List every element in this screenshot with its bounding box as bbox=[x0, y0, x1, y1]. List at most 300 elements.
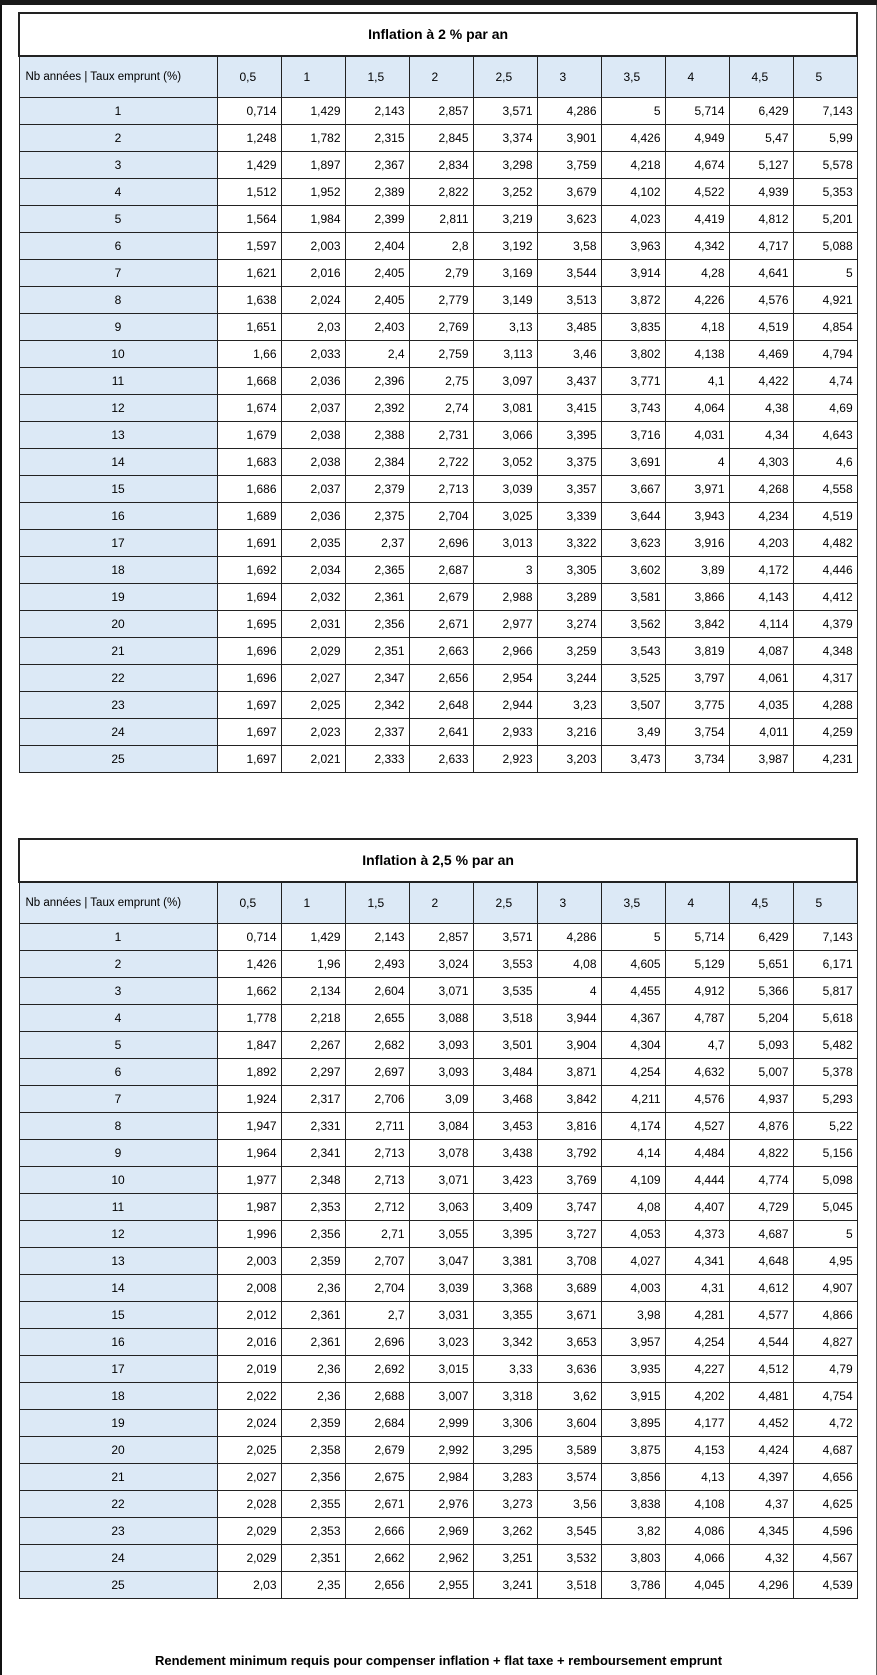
value-cell[interactable]: 2,687 bbox=[409, 557, 473, 584]
value-cell[interactable]: 3,283 bbox=[473, 1464, 537, 1491]
value-cell[interactable]: 4,95 bbox=[793, 1248, 857, 1275]
value-cell[interactable]: 2,031 bbox=[281, 611, 345, 638]
value-cell[interactable]: 5,129 bbox=[665, 951, 729, 978]
value-cell[interactable]: 3,409 bbox=[473, 1194, 537, 1221]
value-cell[interactable]: 4,227 bbox=[665, 1356, 729, 1383]
value-cell[interactable]: 4,027 bbox=[601, 1248, 665, 1275]
value-cell[interactable]: 3,473 bbox=[601, 746, 665, 773]
value-cell[interactable]: 3,298 bbox=[473, 152, 537, 179]
value-cell[interactable]: 2,722 bbox=[409, 449, 473, 476]
value-cell[interactable]: 2,857 bbox=[409, 924, 473, 951]
value-cell[interactable]: 2,359 bbox=[281, 1410, 345, 1437]
value-cell[interactable]: 3,252 bbox=[473, 179, 537, 206]
year-cell[interactable]: 20 bbox=[19, 611, 217, 638]
value-cell[interactable]: 3,727 bbox=[537, 1221, 601, 1248]
value-cell[interactable]: 3,052 bbox=[473, 449, 537, 476]
year-cell[interactable]: 12 bbox=[19, 1221, 217, 1248]
value-cell[interactable]: 3,513 bbox=[537, 287, 601, 314]
value-cell[interactable]: 3,007 bbox=[409, 1383, 473, 1410]
value-cell[interactable]: 3,553 bbox=[473, 951, 537, 978]
value-cell[interactable]: 4,674 bbox=[665, 152, 729, 179]
value-cell[interactable]: 3,46 bbox=[537, 341, 601, 368]
value-cell[interactable]: 4,576 bbox=[729, 287, 793, 314]
value-cell[interactable]: 3,689 bbox=[537, 1275, 601, 1302]
value-cell[interactable]: 3,438 bbox=[473, 1140, 537, 1167]
value-cell[interactable]: 4,32 bbox=[729, 1545, 793, 1572]
value-cell[interactable]: 4,202 bbox=[665, 1383, 729, 1410]
value-cell[interactable]: 2,976 bbox=[409, 1491, 473, 1518]
value-cell[interactable]: 3,322 bbox=[537, 530, 601, 557]
value-cell[interactable]: 4,226 bbox=[665, 287, 729, 314]
value-cell[interactable]: 3,015 bbox=[409, 1356, 473, 1383]
value-cell[interactable]: 2,692 bbox=[345, 1356, 409, 1383]
value-cell[interactable]: 3,244 bbox=[537, 665, 601, 692]
value-cell[interactable]: 2,028 bbox=[217, 1491, 281, 1518]
value-cell[interactable]: 2,779 bbox=[409, 287, 473, 314]
value-cell[interactable]: 3,708 bbox=[537, 1248, 601, 1275]
value-cell[interactable]: 3,375 bbox=[537, 449, 601, 476]
value-cell[interactable]: 3,871 bbox=[537, 1059, 601, 1086]
header-rate-cell[interactable]: 4 bbox=[665, 882, 729, 924]
year-cell[interactable]: 16 bbox=[19, 503, 217, 530]
value-cell[interactable]: 2,966 bbox=[473, 638, 537, 665]
value-cell[interactable]: 4,28 bbox=[665, 260, 729, 287]
value-cell[interactable]: 1,924 bbox=[217, 1086, 281, 1113]
value-cell[interactable]: 3,842 bbox=[665, 611, 729, 638]
value-cell[interactable]: 2,713 bbox=[409, 476, 473, 503]
value-cell[interactable]: 2,375 bbox=[345, 503, 409, 530]
value-cell[interactable]: 4,866 bbox=[793, 1302, 857, 1329]
value-cell[interactable]: 4,794 bbox=[793, 341, 857, 368]
value-cell[interactable]: 4,003 bbox=[601, 1275, 665, 1302]
value-cell[interactable]: 2,024 bbox=[217, 1410, 281, 1437]
value-cell[interactable]: 4,234 bbox=[729, 503, 793, 530]
value-cell[interactable]: 2,944 bbox=[473, 692, 537, 719]
value-cell[interactable]: 2,712 bbox=[345, 1194, 409, 1221]
value-cell[interactable]: 2,759 bbox=[409, 341, 473, 368]
year-cell[interactable]: 18 bbox=[19, 557, 217, 584]
value-cell[interactable]: 3,971 bbox=[665, 476, 729, 503]
value-cell[interactable]: 4,632 bbox=[665, 1059, 729, 1086]
value-cell[interactable]: 2,021 bbox=[281, 746, 345, 773]
value-cell[interactable]: 3,914 bbox=[601, 260, 665, 287]
value-cell[interactable]: 1,96 bbox=[281, 951, 345, 978]
value-cell[interactable]: 3,797 bbox=[665, 665, 729, 692]
value-cell[interactable]: 5,201 bbox=[793, 206, 857, 233]
value-cell[interactable]: 3,786 bbox=[601, 1572, 665, 1599]
value-cell[interactable]: 4,426 bbox=[601, 125, 665, 152]
value-cell[interactable]: 1,248 bbox=[217, 125, 281, 152]
value-cell[interactable]: 4,102 bbox=[601, 179, 665, 206]
value-cell[interactable]: 4,605 bbox=[601, 951, 665, 978]
value-cell[interactable]: 4,064 bbox=[665, 395, 729, 422]
value-cell[interactable]: 5,99 bbox=[793, 125, 857, 152]
value-cell[interactable]: 3,081 bbox=[473, 395, 537, 422]
value-cell[interactable]: 2,356 bbox=[345, 611, 409, 638]
year-cell[interactable]: 3 bbox=[19, 978, 217, 1005]
value-cell[interactable]: 6,429 bbox=[729, 924, 793, 951]
year-cell[interactable]: 25 bbox=[19, 746, 217, 773]
year-cell[interactable]: 24 bbox=[19, 719, 217, 746]
value-cell[interactable]: 4,317 bbox=[793, 665, 857, 692]
value-cell[interactable]: 2,348 bbox=[281, 1167, 345, 1194]
value-cell[interactable]: 1,696 bbox=[217, 638, 281, 665]
value-cell[interactable]: 2,027 bbox=[281, 665, 345, 692]
value-cell[interactable]: 4,373 bbox=[665, 1221, 729, 1248]
value-cell[interactable]: 2,029 bbox=[217, 1545, 281, 1572]
value-cell[interactable]: 1,696 bbox=[217, 665, 281, 692]
value-cell[interactable]: 4,218 bbox=[601, 152, 665, 179]
value-cell[interactable]: 3,545 bbox=[537, 1518, 601, 1545]
value-cell[interactable]: 4,641 bbox=[729, 260, 793, 287]
value-cell[interactable]: 2,666 bbox=[345, 1518, 409, 1545]
value-cell[interactable]: 4,567 bbox=[793, 1545, 857, 1572]
value-cell[interactable]: 3,653 bbox=[537, 1329, 601, 1356]
value-cell[interactable]: 4,949 bbox=[665, 125, 729, 152]
value-cell[interactable]: 1,952 bbox=[281, 179, 345, 206]
value-cell[interactable]: 2,384 bbox=[345, 449, 409, 476]
value-cell[interactable]: 2,71 bbox=[345, 1221, 409, 1248]
value-cell[interactable]: 4,612 bbox=[729, 1275, 793, 1302]
value-cell[interactable]: 1,429 bbox=[281, 924, 345, 951]
value-cell[interactable]: 3,518 bbox=[473, 1005, 537, 1032]
value-cell[interactable]: 4,774 bbox=[729, 1167, 793, 1194]
value-cell[interactable]: 3,031 bbox=[409, 1302, 473, 1329]
value-cell[interactable]: 2,845 bbox=[409, 125, 473, 152]
year-cell[interactable]: 1 bbox=[19, 924, 217, 951]
value-cell[interactable]: 2,675 bbox=[345, 1464, 409, 1491]
value-cell[interactable]: 2,834 bbox=[409, 152, 473, 179]
value-cell[interactable]: 5,045 bbox=[793, 1194, 857, 1221]
value-cell[interactable]: 2,388 bbox=[345, 422, 409, 449]
value-cell[interactable]: 3,33 bbox=[473, 1356, 537, 1383]
value-cell[interactable]: 4,7 bbox=[665, 1032, 729, 1059]
header-corner-label[interactable]: Nb années | Taux emprunt (%) bbox=[19, 882, 217, 924]
value-cell[interactable]: 4,397 bbox=[729, 1464, 793, 1491]
value-cell[interactable]: 3,602 bbox=[601, 557, 665, 584]
value-cell[interactable]: 4,304 bbox=[601, 1032, 665, 1059]
value-cell[interactable]: 4,011 bbox=[729, 719, 793, 746]
value-cell[interactable]: 2,036 bbox=[281, 368, 345, 395]
value-cell[interactable]: 3,716 bbox=[601, 422, 665, 449]
value-cell[interactable]: 2,029 bbox=[217, 1518, 281, 1545]
value-cell[interactable]: 2,351 bbox=[345, 638, 409, 665]
value-cell[interactable]: 2,656 bbox=[409, 665, 473, 692]
value-cell[interactable]: 4,519 bbox=[729, 314, 793, 341]
value-cell[interactable]: 4,296 bbox=[729, 1572, 793, 1599]
value-cell[interactable]: 2,697 bbox=[345, 1059, 409, 1086]
value-cell[interactable]: 3,734 bbox=[665, 746, 729, 773]
value-cell[interactable]: 3,875 bbox=[601, 1437, 665, 1464]
value-cell[interactable]: 3,395 bbox=[473, 1221, 537, 1248]
value-cell[interactable]: 4,259 bbox=[793, 719, 857, 746]
value-cell[interactable]: 3,775 bbox=[665, 692, 729, 719]
value-cell[interactable]: 3,819 bbox=[665, 638, 729, 665]
value-cell[interactable]: 4,066 bbox=[665, 1545, 729, 1572]
value-cell[interactable]: 3,623 bbox=[601, 530, 665, 557]
value-cell[interactable]: 2,353 bbox=[281, 1518, 345, 1545]
value-cell[interactable]: 2,016 bbox=[281, 260, 345, 287]
header-rate-cell[interactable]: 3 bbox=[537, 56, 601, 98]
value-cell[interactable]: 3,113 bbox=[473, 341, 537, 368]
value-cell[interactable]: 3,691 bbox=[601, 449, 665, 476]
value-cell[interactable]: 4,268 bbox=[729, 476, 793, 503]
value-cell[interactable]: 5 bbox=[793, 260, 857, 287]
value-cell[interactable]: 1,697 bbox=[217, 719, 281, 746]
value-cell[interactable]: 1,66 bbox=[217, 341, 281, 368]
header-rate-cell[interactable]: 3,5 bbox=[601, 882, 665, 924]
value-cell[interactable]: 2,317 bbox=[281, 1086, 345, 1113]
value-cell[interactable]: 2,399 bbox=[345, 206, 409, 233]
value-cell[interactable]: 5,482 bbox=[793, 1032, 857, 1059]
value-cell[interactable]: 3,987 bbox=[729, 746, 793, 773]
value-cell[interactable]: 2,038 bbox=[281, 449, 345, 476]
value-cell[interactable]: 4,286 bbox=[537, 924, 601, 951]
value-cell[interactable]: 3,025 bbox=[473, 503, 537, 530]
value-cell[interactable]: 2,679 bbox=[345, 1437, 409, 1464]
value-cell[interactable]: 3,339 bbox=[537, 503, 601, 530]
value-cell[interactable]: 5,22 bbox=[793, 1113, 857, 1140]
value-cell[interactable]: 3,543 bbox=[601, 638, 665, 665]
value-cell[interactable]: 3,679 bbox=[537, 179, 601, 206]
year-cell[interactable]: 17 bbox=[19, 1356, 217, 1383]
value-cell[interactable]: 2,359 bbox=[281, 1248, 345, 1275]
value-cell[interactable]: 1,564 bbox=[217, 206, 281, 233]
value-cell[interactable]: 3,437 bbox=[537, 368, 601, 395]
value-cell[interactable]: 5,366 bbox=[729, 978, 793, 1005]
value-cell[interactable]: 7,143 bbox=[793, 98, 857, 125]
value-cell[interactable]: 2,713 bbox=[345, 1167, 409, 1194]
value-cell[interactable]: 3,916 bbox=[665, 530, 729, 557]
value-cell[interactable]: 3 bbox=[473, 557, 537, 584]
value-cell[interactable]: 4,172 bbox=[729, 557, 793, 584]
value-cell[interactable]: 3,273 bbox=[473, 1491, 537, 1518]
value-cell[interactable]: 3,571 bbox=[473, 924, 537, 951]
value-cell[interactable]: 4,754 bbox=[793, 1383, 857, 1410]
value-cell[interactable]: 4,211 bbox=[601, 1086, 665, 1113]
value-cell[interactable]: 1,638 bbox=[217, 287, 281, 314]
header-rate-cell[interactable]: 0,5 bbox=[217, 882, 281, 924]
value-cell[interactable]: 4,203 bbox=[729, 530, 793, 557]
value-cell[interactable]: 1,782 bbox=[281, 125, 345, 152]
value-cell[interactable]: 3,088 bbox=[409, 1005, 473, 1032]
value-cell[interactable]: 2,969 bbox=[409, 1518, 473, 1545]
value-cell[interactable]: 1,683 bbox=[217, 449, 281, 476]
value-cell[interactable]: 4,37 bbox=[729, 1491, 793, 1518]
value-cell[interactable]: 3,066 bbox=[473, 422, 537, 449]
value-cell[interactable]: 2,403 bbox=[345, 314, 409, 341]
value-cell[interactable]: 1,651 bbox=[217, 314, 281, 341]
value-cell[interactable]: 5,714 bbox=[665, 924, 729, 951]
value-cell[interactable]: 2,988 bbox=[473, 584, 537, 611]
value-cell[interactable]: 4,717 bbox=[729, 233, 793, 260]
value-cell[interactable]: 0,714 bbox=[217, 98, 281, 125]
value-cell[interactable]: 2,03 bbox=[281, 314, 345, 341]
header-rate-cell[interactable]: 2 bbox=[409, 56, 473, 98]
value-cell[interactable]: 3,872 bbox=[601, 287, 665, 314]
value-cell[interactable]: 4,08 bbox=[537, 951, 601, 978]
value-cell[interactable]: 2,811 bbox=[409, 206, 473, 233]
year-cell[interactable]: 4 bbox=[19, 179, 217, 206]
value-cell[interactable]: 2,016 bbox=[217, 1329, 281, 1356]
value-cell[interactable]: 2,682 bbox=[345, 1032, 409, 1059]
value-cell[interactable]: 2,361 bbox=[281, 1302, 345, 1329]
value-cell[interactable]: 2,75 bbox=[409, 368, 473, 395]
header-rate-cell[interactable]: 2 bbox=[409, 882, 473, 924]
value-cell[interactable]: 2,351 bbox=[281, 1545, 345, 1572]
value-cell[interactable]: 5,651 bbox=[729, 951, 793, 978]
value-cell[interactable]: 3,604 bbox=[537, 1410, 601, 1437]
value-cell[interactable]: 6,171 bbox=[793, 951, 857, 978]
value-cell[interactable]: 4,086 bbox=[665, 1518, 729, 1545]
value-cell[interactable]: 1,691 bbox=[217, 530, 281, 557]
year-cell[interactable]: 15 bbox=[19, 1302, 217, 1329]
value-cell[interactable]: 3,149 bbox=[473, 287, 537, 314]
value-cell[interactable]: 2,353 bbox=[281, 1194, 345, 1221]
value-cell[interactable]: 2,977 bbox=[473, 611, 537, 638]
value-cell[interactable]: 2,79 bbox=[409, 260, 473, 287]
value-cell[interactable]: 4,527 bbox=[665, 1113, 729, 1140]
value-cell[interactable]: 3,169 bbox=[473, 260, 537, 287]
value-cell[interactable]: 2,679 bbox=[409, 584, 473, 611]
value-cell[interactable]: 5,204 bbox=[729, 1005, 793, 1032]
value-cell[interactable]: 3,047 bbox=[409, 1248, 473, 1275]
value-cell[interactable]: 2,134 bbox=[281, 978, 345, 1005]
value-cell[interactable]: 4,656 bbox=[793, 1464, 857, 1491]
value-cell[interactable]: 2,035 bbox=[281, 530, 345, 557]
value-cell[interactable]: 2,923 bbox=[473, 746, 537, 773]
value-cell[interactable]: 2,025 bbox=[217, 1437, 281, 1464]
value-cell[interactable]: 2,641 bbox=[409, 719, 473, 746]
value-cell[interactable]: 3,623 bbox=[537, 206, 601, 233]
value-cell[interactable]: 3,915 bbox=[601, 1383, 665, 1410]
value-cell[interactable]: 5 bbox=[793, 1221, 857, 1248]
value-cell[interactable]: 2,688 bbox=[345, 1383, 409, 1410]
value-cell[interactable]: 4,38 bbox=[729, 395, 793, 422]
value-cell[interactable]: 2,331 bbox=[281, 1113, 345, 1140]
value-cell[interactable]: 2,333 bbox=[345, 746, 409, 773]
value-cell[interactable]: 2,662 bbox=[345, 1545, 409, 1572]
header-rate-cell[interactable]: 5 bbox=[793, 56, 857, 98]
value-cell[interactable]: 1,674 bbox=[217, 395, 281, 422]
value-cell[interactable]: 2,267 bbox=[281, 1032, 345, 1059]
value-cell[interactable]: 2,027 bbox=[217, 1464, 281, 1491]
value-cell[interactable]: 3,374 bbox=[473, 125, 537, 152]
value-cell[interactable]: 2,218 bbox=[281, 1005, 345, 1032]
value-cell[interactable]: 3,571 bbox=[473, 98, 537, 125]
year-cell[interactable]: 1 bbox=[19, 98, 217, 125]
value-cell[interactable]: 3,013 bbox=[473, 530, 537, 557]
value-cell[interactable]: 1,778 bbox=[217, 1005, 281, 1032]
value-cell[interactable]: 4,939 bbox=[729, 179, 793, 206]
value-cell[interactable]: 3,484 bbox=[473, 1059, 537, 1086]
value-cell[interactable]: 3,423 bbox=[473, 1167, 537, 1194]
value-cell[interactable]: 3,803 bbox=[601, 1545, 665, 1572]
year-cell[interactable]: 8 bbox=[19, 1113, 217, 1140]
year-cell[interactable]: 4 bbox=[19, 1005, 217, 1032]
value-cell[interactable]: 3,769 bbox=[537, 1167, 601, 1194]
value-cell[interactable]: 3,192 bbox=[473, 233, 537, 260]
value-cell[interactable]: 2,037 bbox=[281, 476, 345, 503]
value-cell[interactable]: 1,697 bbox=[217, 692, 281, 719]
value-cell[interactable]: 4,342 bbox=[665, 233, 729, 260]
value-cell[interactable]: 1,512 bbox=[217, 179, 281, 206]
value-cell[interactable]: 3,274 bbox=[537, 611, 601, 638]
value-cell[interactable]: 2,356 bbox=[281, 1221, 345, 1248]
value-cell[interactable]: 3,093 bbox=[409, 1059, 473, 1086]
value-cell[interactable]: 4,303 bbox=[729, 449, 793, 476]
value-cell[interactable]: 3,574 bbox=[537, 1464, 601, 1491]
value-cell[interactable]: 3,289 bbox=[537, 584, 601, 611]
value-cell[interactable]: 2,648 bbox=[409, 692, 473, 719]
value-cell[interactable]: 6,429 bbox=[729, 98, 793, 125]
value-cell[interactable]: 2,389 bbox=[345, 179, 409, 206]
value-cell[interactable]: 2,019 bbox=[217, 1356, 281, 1383]
value-cell[interactable]: 4,446 bbox=[793, 557, 857, 584]
value-cell[interactable]: 3,944 bbox=[537, 1005, 601, 1032]
value-cell[interactable]: 2,8 bbox=[409, 233, 473, 260]
value-cell[interactable]: 4,379 bbox=[793, 611, 857, 638]
value-cell[interactable]: 2,022 bbox=[217, 1383, 281, 1410]
value-cell[interactable]: 5,47 bbox=[729, 125, 793, 152]
value-cell[interactable]: 5,007 bbox=[729, 1059, 793, 1086]
year-cell[interactable]: 21 bbox=[19, 1464, 217, 1491]
value-cell[interactable]: 2,033 bbox=[281, 341, 345, 368]
value-cell[interactable]: 4,031 bbox=[665, 422, 729, 449]
year-cell[interactable]: 23 bbox=[19, 1518, 217, 1545]
value-cell[interactable]: 1,964 bbox=[217, 1140, 281, 1167]
header-rate-cell[interactable]: 4,5 bbox=[729, 56, 793, 98]
value-cell[interactable]: 3,241 bbox=[473, 1572, 537, 1599]
value-cell[interactable]: 3,501 bbox=[473, 1032, 537, 1059]
value-cell[interactable]: 3,039 bbox=[409, 1275, 473, 1302]
value-cell[interactable]: 4,648 bbox=[729, 1248, 793, 1275]
value-cell[interactable]: 2,4 bbox=[345, 341, 409, 368]
value-cell[interactable]: 3,259 bbox=[537, 638, 601, 665]
value-cell[interactable]: 3,357 bbox=[537, 476, 601, 503]
value-cell[interactable]: 3,98 bbox=[601, 1302, 665, 1329]
value-cell[interactable]: 1,694 bbox=[217, 584, 281, 611]
value-cell[interactable]: 3,895 bbox=[601, 1410, 665, 1437]
value-cell[interactable]: 2,012 bbox=[217, 1302, 281, 1329]
value-cell[interactable]: 4,469 bbox=[729, 341, 793, 368]
value-cell[interactable]: 3,415 bbox=[537, 395, 601, 422]
year-cell[interactable]: 22 bbox=[19, 1491, 217, 1518]
value-cell[interactable]: 4,348 bbox=[793, 638, 857, 665]
value-cell[interactable]: 1,996 bbox=[217, 1221, 281, 1248]
year-cell[interactable]: 19 bbox=[19, 1410, 217, 1437]
value-cell[interactable]: 4,484 bbox=[665, 1140, 729, 1167]
year-cell[interactable]: 15 bbox=[19, 476, 217, 503]
value-cell[interactable]: 5,378 bbox=[793, 1059, 857, 1086]
value-cell[interactable]: 4,109 bbox=[601, 1167, 665, 1194]
year-cell[interactable]: 14 bbox=[19, 449, 217, 476]
value-cell[interactable]: 3,23 bbox=[537, 692, 601, 719]
value-cell[interactable]: 2,656 bbox=[345, 1572, 409, 1599]
value-cell[interactable]: 4,281 bbox=[665, 1302, 729, 1329]
year-cell[interactable]: 5 bbox=[19, 1032, 217, 1059]
value-cell[interactable]: 3,667 bbox=[601, 476, 665, 503]
value-cell[interactable]: 4,937 bbox=[729, 1086, 793, 1113]
value-cell[interactable]: 1,892 bbox=[217, 1059, 281, 1086]
value-cell[interactable]: 2,337 bbox=[345, 719, 409, 746]
value-cell[interactable]: 3,535 bbox=[473, 978, 537, 1005]
value-cell[interactable]: 3,671 bbox=[537, 1302, 601, 1329]
value-cell[interactable]: 3,071 bbox=[409, 978, 473, 1005]
value-cell[interactable]: 3,063 bbox=[409, 1194, 473, 1221]
value-cell[interactable]: 3,792 bbox=[537, 1140, 601, 1167]
value-cell[interactable]: 4,023 bbox=[601, 206, 665, 233]
